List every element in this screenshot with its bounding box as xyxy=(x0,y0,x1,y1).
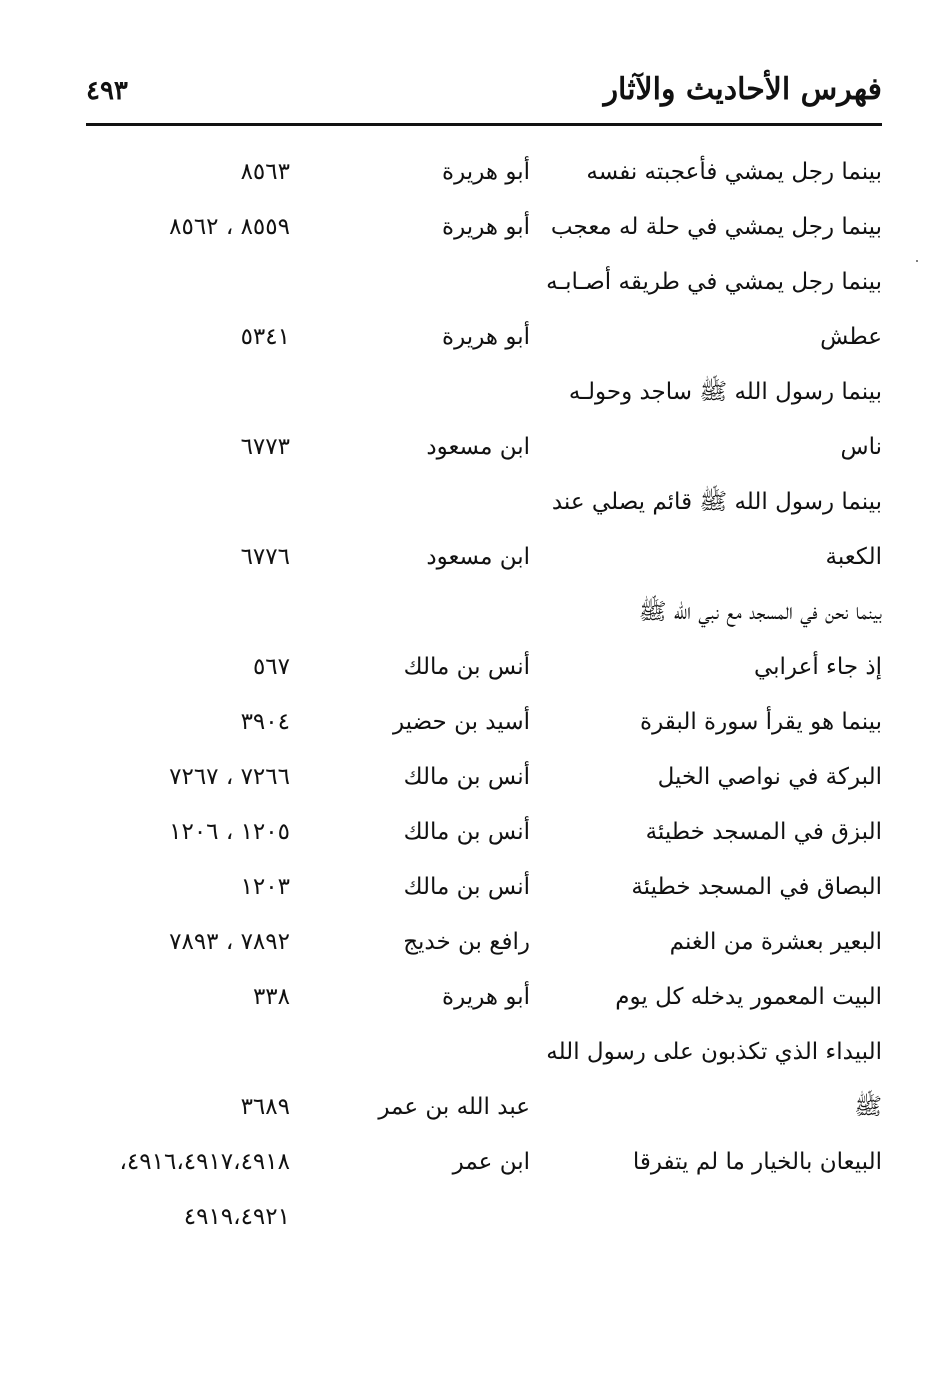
index-entry xyxy=(86,702,882,742)
narrator xyxy=(340,482,530,522)
hadith-text: بينما نحن في المسجد مع نبي الله ﷺ xyxy=(638,599,882,625)
hadith-text: البيعان بالخيار ما لم يتفرقا xyxy=(632,1149,882,1175)
hadith-numbers xyxy=(86,372,290,412)
narrator: رافع بن خديج xyxy=(403,929,530,955)
narrator: أبو هريرة xyxy=(442,159,530,185)
index-entry xyxy=(86,1142,882,1182)
index-entry xyxy=(86,647,882,687)
hadith-numbers: ٥٣٤١ xyxy=(240,324,290,350)
hadith-numbers: ٤٩١٩،٤٩٢١ xyxy=(183,1204,290,1230)
hadith-numbers: ٥٦٧ xyxy=(252,654,290,680)
narrator: أبو هريرة xyxy=(442,324,530,350)
index-entry xyxy=(86,1087,882,1127)
hadith-numbers: ٦٧٧٦ xyxy=(240,544,290,570)
hadith-text: بينما رسول الله ﷺ قائم يصلي عند xyxy=(551,489,882,515)
hadith-numbers: ٣٦٨٩ xyxy=(240,1094,290,1120)
hadith-numbers: ٨٥٥٩ ، ٨٥٦٢ xyxy=(169,214,290,240)
hadith-text: عطش xyxy=(820,324,882,350)
hadith-numbers xyxy=(86,592,290,632)
hadith-text: بينما هو يقرأ سورة البقرة xyxy=(640,709,882,735)
scan-speck xyxy=(916,260,918,262)
narrator: ابن مسعود xyxy=(426,434,530,460)
index-entry xyxy=(86,812,882,852)
index-entry xyxy=(86,372,882,412)
hadith-numbers: ٣٩٠٤ xyxy=(240,709,290,735)
narrator: أنس بن مالك xyxy=(403,819,530,845)
hadith-numbers: ١٢٠٥ ، ١٢٠٦ xyxy=(169,819,290,845)
hadith-numbers: ٨٥٦٣ xyxy=(240,159,290,185)
hadith-text: البيداء الذي تكذبون على رسول الله xyxy=(546,1039,882,1065)
narrator: أنس بن مالك xyxy=(403,874,530,900)
hadith-text: البيت المعمور يدخله كل يوم xyxy=(615,984,882,1010)
page-title: فهرس الأحاديث والآثار xyxy=(603,72,882,107)
index-entry xyxy=(86,152,882,192)
index-entry xyxy=(86,207,882,247)
hadith-text: إذ جاء أعرابي xyxy=(753,654,882,680)
index-entry xyxy=(86,977,882,1017)
index-entry xyxy=(86,757,882,797)
index-entry xyxy=(86,482,882,522)
narrator: ابن مسعود xyxy=(426,544,530,570)
index-entry xyxy=(86,867,882,907)
narrator: ابن عمر xyxy=(452,1149,530,1175)
hadith-text: بينما رجل يمشي في طريقه أصـابـه xyxy=(546,269,882,295)
narrator: عبد الله بن عمر xyxy=(378,1094,530,1120)
hadith-text: البعير بعشرة من الغنم xyxy=(669,929,882,955)
hadith-text: بينما رجل يمشي فأعجبته نفسه xyxy=(586,159,882,185)
hadith-numbers: ١٢٠٣ xyxy=(240,874,290,900)
hadith-text: البزق في المسجد خطيئة xyxy=(645,819,882,845)
narrator: أبو هريرة xyxy=(442,984,530,1010)
hadith-text: بينما رجل يمشي في حلة له معجب xyxy=(550,214,882,240)
hadith-text xyxy=(542,1197,882,1237)
hadith-text: ﷺ xyxy=(854,1094,882,1120)
hadith-numbers: ٣٣٨ xyxy=(252,984,290,1010)
narrator: أنس بن مالك xyxy=(403,654,530,680)
index-entry xyxy=(86,592,882,632)
index-entry xyxy=(86,317,882,357)
index-entry xyxy=(86,1032,882,1072)
narrator xyxy=(340,1032,530,1072)
hadith-numbers xyxy=(86,482,290,522)
hadith-text: البركة في نواصي الخيل xyxy=(657,764,882,790)
narrator: أبو هريرة xyxy=(442,214,530,240)
index-entry xyxy=(86,427,882,467)
index-entry xyxy=(86,922,882,962)
narrator xyxy=(340,372,530,412)
index-entry xyxy=(86,537,882,577)
narrator xyxy=(340,262,530,302)
hadith-text: البصاق في المسجد خطيئة xyxy=(631,874,882,900)
hadith-numbers xyxy=(86,1032,290,1072)
narrator: أنس بن مالك xyxy=(403,764,530,790)
narrator xyxy=(340,1197,530,1237)
hadith-text: بينما رسول الله ﷺ ساجد وحولـه xyxy=(568,379,882,405)
hadith-numbers: ٧٨٩٢ ، ٧٨٩٣ xyxy=(169,929,290,955)
hadith-text: ناس xyxy=(840,434,882,460)
hadith-numbers xyxy=(86,262,290,302)
index-entry xyxy=(86,262,882,302)
narrator: أسيد بن حضير xyxy=(392,709,530,735)
hadith-numbers: ٤٩١٦،٤٩١٧،٤٩١٨، xyxy=(119,1149,290,1175)
index-entry xyxy=(86,1197,882,1237)
hadith-numbers: ٦٧٧٣ xyxy=(240,434,290,460)
page-number: ٤٩٣ xyxy=(86,76,128,106)
hadith-text: الكعبة xyxy=(825,544,882,570)
narrator xyxy=(340,592,530,632)
hadith-numbers: ٧٢٦٦ ، ٧٢٦٧ xyxy=(169,764,290,790)
